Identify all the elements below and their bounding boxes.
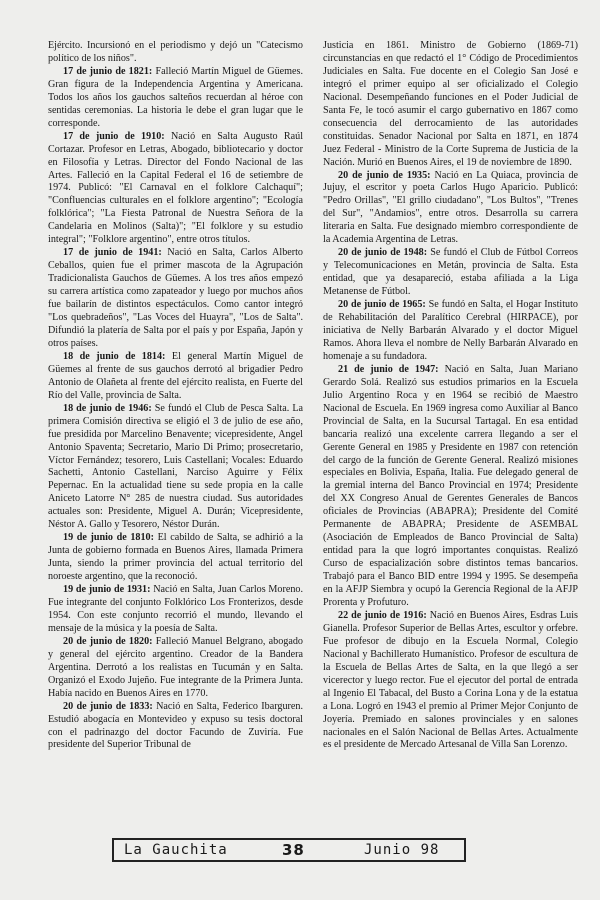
text-columns	[48, 40, 578, 830]
entry-date: 19 de junio de 1810:	[63, 532, 154, 544]
entry-text: Falleció Manuel Belgrano, abogado y general del ejército argentino. Creador de la Bandera Argentina. Derrotó a los realistas en Tucumán y en Salta. Organizó el Exodo Jujeño. Fue integrante de la Primera Junta. Había nacido en Buenos Aires en 1770.	[48, 635, 303, 699]
entry-date: 18 de junio de 1946:	[63, 402, 152, 414]
entry-paragraph	[48, 247, 303, 351]
entry-text: Ejército. Incursionó en el periodismo y dejó un "Catecismo político de los niños".	[48, 40, 303, 64]
entry-paragraph	[323, 247, 578, 299]
entry-paragraph	[323, 610, 578, 752]
entry-text: Se fundó el Club de Pesca Salta. La primera Comisión directiva se eligió el 3 de julio de ese año, fue presidida por Marcelino Benavente; vicepresidente, Angel Antonio Spaventa; Secretario, Mario Di Primo; prosecretario, Víctor Fernández; tesorero, Luis Castellani; Vocales: Eduardo Sachetti, Antonio Castellani, Narciso Aguirre y Félix Pepernac. En la actualidad tiene su sede propia en la calle Aniceto Latorre N° 285 de nuestra ciudad. Sus autoridades actuales son: Presidente, Miguel A. Durán; Vicepresidente, Néstor A. Gallo y Tesorero, Néstor Durán.	[48, 402, 303, 531]
entry-date: 20 de junio de 1935:	[338, 169, 431, 181]
entry-paragraph	[48, 532, 303, 584]
entry-date: 17 de junio de 1941:	[63, 247, 162, 259]
entry-date: 17 de junio de 1910:	[63, 130, 165, 142]
page-number: 38	[282, 841, 305, 859]
entry-paragraph	[48, 701, 303, 753]
entry-date: 20 de junio de 1965:	[338, 299, 426, 311]
entry-text: Se fundó en Salta, el Hogar Instituto de Rehabilitación del Paralítico Cerebral (HIRPACE), por iniciativa de Nelly Barbarán Alvarado y el doctor Miguel Ramos. Ahora lleva el nombre de Nelly Barbarán Alvarado en homenaje a su fundadora.	[323, 299, 578, 362]
entry-date: 19 de junio de 1931:	[63, 584, 151, 596]
entry-text: Nació en Salta, Federico Ibarguren. Estudió abogacía en Montevideo y expuso su tesis doctoral con el padrinazgo del doctor Facundo de Zuviría. Fue presidente del Superior Tribunal de	[48, 700, 303, 751]
entry-date: 22 de junio de 1916:	[338, 609, 427, 621]
entry-date: 17 de junio de 1821:	[63, 65, 153, 77]
entry-text: Nació en Buenos Aires, Esdras Luis Gianella. Profesor Superior de Bellas Artes, escultor y orfebre. Fue profesor de dibujo en la Escuela Normal, Colegio Nacional y Bachillerato Humanístico. Profesor de escultura de la Escuela de Bellas Artes de Salta, en la que llegó a ser vicerector y luego rector. Fue el ejecutor del portal de entrada al Ingenio El Tabacal, del Busto a Corina Lona y de la estatua a Lona. Logró en 1943 el premio al Primer Mejor Conjunto de Joyería. Premiado en salones provinciales y en salones nacionales en el Salón Nacional de Bellas Artes. Actualmente es el presidente de Mercado Artesanal de Villa San Lorenzo.	[323, 609, 578, 751]
entry-date: 20 de junio de 1833:	[63, 700, 153, 712]
entry-paragraph	[48, 131, 303, 248]
entry-date: 20 de junio de 1820:	[63, 635, 153, 647]
entry-text: Nació en La Quiaca, provincia de Jujuy, el escritor y poeta Carlos Hugo Aparicio. Publicó: "Pedro Orillas", "El grillo ciudadano", "Los Bultos", "Trenes del Sur", "Andamios", entre otros. Desarrolla su carrera literaria en Salta. Fue designado miembro correspondiente de la Academia Argentina de Letras.	[323, 169, 578, 246]
entry-text: El cabildo de Salta, se adhirió a la Junta de gobierno formada en Buenos Aires, llamada Primera Junta, siendo la primer provincia del actual territorio del noroeste argentino, que la reconoció.	[48, 532, 304, 583]
page-footer	[112, 838, 466, 862]
entry-date: 21 de junio de 1947:	[338, 363, 439, 375]
publication-name: La Gauchita	[124, 842, 228, 858]
entry-paragraph	[323, 299, 578, 364]
entry-paragraph	[48, 40, 303, 66]
entry-text: Nació en Salta, Carlos Alberto Ceballos, quien fue el primer mascota de la Agrupación Tradicionalista Gauchos de Güemes. A los tres años empezó su carrera artística como zapateador y luego por muchos años fue bailarín de distintos espectáculos. Como cantor integró "Los quebradeños", "Las Voces del Huayra", "Los de Salta". Difundió la platería de Salta por el país y por España, Japón y otros países.	[48, 247, 303, 349]
entry-text: Justicia en 1861. Ministro de Gobierno (1869-71) circunstancias en que redactó el 1° Código de Procedimientos Judiciales en Salta. Fue docente en el Colegio San José e integró el primer equipo al ser oficializado el Colegio Nacional. Desempeñando funciones en el Poder Judicial de Santa Fe, le tocó asumir el cargo gubernativo en 1867 como consecuencia del derrocamiento de las autoridades constituidas. Senador Nacional por Salta en 1871, en 1874 Juez Federal - Ministro de la Corte Suprema de Justicia de la Nación. Murió en Buenos Aires, el 19 de noviembre de 1890.	[323, 40, 578, 168]
entry-text: Se fundó el Club de Fútbol Correos y Telecomunicaciones en Metán, provincia de Salta. Esta entidad, que ya desapareció, estaba afiliada a la Liga Metanense de Fútbol.	[323, 247, 578, 298]
entry-paragraph	[48, 584, 303, 636]
entry-text: Nació en Salta, Juan Carlos Moreno. Fue integrante del conjunto Folklórico Los Fronterizos, desde 1954. Con este conjunto recorrió el mundo, llevando el mensaje de la música y la poesía de Salta.	[48, 584, 303, 634]
left-column	[48, 40, 303, 752]
entry-paragraph	[323, 40, 578, 170]
entry-paragraph	[48, 351, 303, 403]
entry-paragraph	[323, 170, 578, 248]
entry-text: Nació en Salta Augusto Raúl Cortazar. Profesor en Letras, Abogado, bibliotecario y doctor en Filosofía y Letras. Director del Fondo Nacional de las Artes. Falleció en la Capital Federal el 16 de setiembre de 1974. Publicó: "El Carnaval en el folklore Calchaquí"; "Confluencias culturales en el folklore argentino"; "Ecología folklórica"; "La Fiesta Patronal de Nuestra Señora de la Candelaria en Molinos (Salta)"; "El folklore y su estudio integral"; "Folklore argentino", entre otros títulos.	[48, 130, 304, 246]
entry-text: El general Martín Miguel de Güemes al frente de sus gauchos derrotó al brigadier Pedro Antonio de Olañeta al frente del ejército realista, en Fuerte del Río del Valle, provincia de Salta.	[48, 350, 303, 401]
entry-paragraph	[323, 364, 578, 610]
right-column	[323, 40, 578, 752]
entry-date: 18 de junio de 1814:	[63, 350, 166, 362]
entry-date: 20 de junio de 1948:	[338, 247, 428, 259]
entry-paragraph	[48, 403, 303, 533]
issue-date: Junio 98	[364, 842, 440, 858]
entry-text: Nació en Salta, Juan Mariano Gerardo Solá. Realizó sus estudios primarios en la Escuela Julio Argentino Roca y en 1964 se recibió de Maestro Nacional de Escuela. En 1969 ingresa como Auxiliar al Banco Provincial de Salta, en la Sucursal Tartagal. En esa entidad bancaria realizó una excelente carrera llegando a ser el Gerente General en 1985 y Presidente en 1987 con retención del cargo de la función de Gerente General. Realizó misiones especiales en Bolivia, España, Italia. Fue delegado general de la gremial interna del Banco Provincial en 1974; Presidente del XX Congreso Anual de Gerentes Generales de Bancos oficiales de Provincias (ABAPRA); Presidente del Comité Permanente de ABAPRA; Presidente de ASEMBAL (Asociación de Empleados de Banco Provincial de Salta) entidad para la que logró importantes conquistas. Realizó Curso de espacialización sobre distintos temas bancarios. Trabajó para el Banco BID entre 1994 y 1995. Se desempeña en la AFJP Siembra y ocupó la Gerencia Regional de la AFJP Prorenta y Profuturo.	[323, 363, 578, 608]
entry-paragraph	[48, 66, 303, 131]
entry-text: Falleció Martín Miguel de Güemes. Gran figura de la Independencia Argentina y Americana. Todos los años los gauchos salteños recuerdan al héroe con sentidas ceremonias. La historia le debe el gran lugar que le corresponde.	[48, 65, 303, 129]
entry-paragraph	[48, 636, 303, 701]
